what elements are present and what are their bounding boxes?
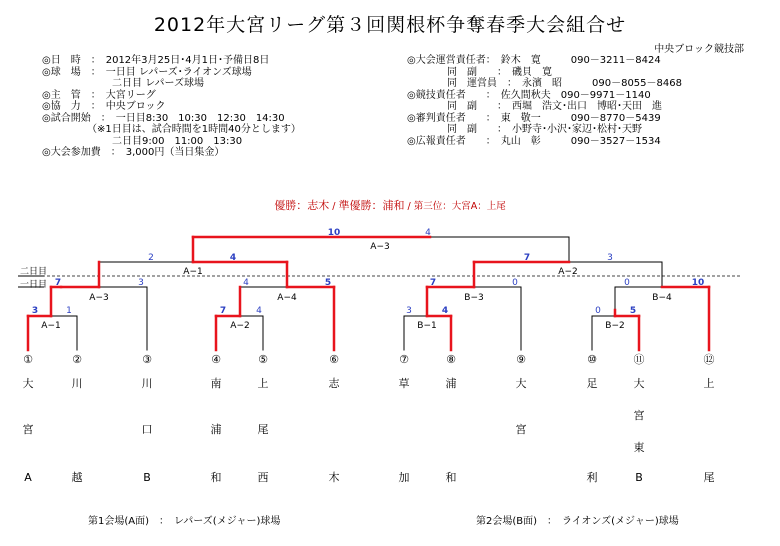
score-r1a1-l: 3 [31,306,39,316]
staff-line: ◎審判責任者 ： 東 敬一 090－8770－5439 [407,112,661,124]
result-separator: / [404,201,414,212]
match-label-r1-b1: B−1 [417,321,437,331]
staff-line: ◎大会運営責任者： 鈴木 寛 090－3211－8424 [407,55,661,66]
team-seed: ⑨ [516,353,526,366]
score-r1b2-r: 5 [629,306,637,316]
score-semi-right-r: 3 [607,253,613,263]
score-semi-right-l: 7 [523,253,531,263]
team-seed: ② [72,353,82,366]
third-place-text: 第三位：大宮A：上尾 [413,201,506,212]
score-qf1-l: 7 [54,278,62,288]
match-label-r1-a1: A−1 [41,321,61,331]
match-label-qf1: A−3 [89,293,109,303]
venue-a-label: 第1会場(A面) ： レパーズ(メジャー)球場 [88,516,281,527]
score-r1a1-r: 1 [66,306,72,316]
team-seed: ⑧ [446,353,456,366]
score-r1a2-r: 4 [256,306,262,316]
score-semi-left-r: 4 [229,253,237,263]
day2-label: 二日目 [20,267,48,277]
staff-line: 同 運営員 ： 永濱 昭 090－8055－8468 [407,78,682,89]
score-r1b2-l: 0 [595,306,601,316]
team-seed: ③ [142,353,152,366]
day1-label: 一日目 [20,280,48,290]
score-final-left: 10 [327,228,341,238]
staff-line: ◎競技責任者 ： 佐久間秋夫 090－9971－1140 [407,89,651,101]
match-label-qf2: A−4 [277,293,297,303]
match-label-semi-right: A−2 [558,267,578,277]
staff-line: 同 副 ： 磯貝 寛 [407,66,552,78]
team-seed: ① [23,353,33,366]
info-line: ◎主 管 ： 大宮リーグ [42,89,156,101]
info-line: ◎試合開始 ： 一日目8:30 10:30 12:30 14:30 [42,112,285,124]
score-qf2-l: 4 [243,278,249,288]
score-qf1-r: 3 [138,278,144,288]
info-line: （※1日目は、試合時間を1時間40分とします） [42,124,301,135]
page-title: 2012年大宮リーグ第３回関根杯争奪春季大会組合せ [153,14,627,36]
team-seed: ⑩ [587,353,597,366]
bracket-lines-loss [51,237,662,350]
match-label-qf4: B−4 [652,293,672,303]
match-label-r1-a2: A−2 [230,321,250,331]
score-final-right: 4 [425,228,431,238]
result-separator: / [329,201,339,212]
info-line: ◎大会参加費 ： 3,000円（当日集金） [42,147,225,158]
score-r1b1-l: 3 [406,306,412,316]
organizer-label: 中央ブロック競技部 [654,44,744,55]
team-seed: ⑥ [329,353,339,366]
score-qf2-r: 5 [324,278,332,288]
info-line: ◎協 力 ： 中央ブロック [42,101,166,112]
score-r1a2-l: 7 [219,306,227,316]
team-seed: ⑦ [399,353,409,366]
info-line: 二日目9:00 11:00 13:30 [42,135,243,147]
info-line: ◎日 時 ： 2012年3月25日･4月1日･予備日8日 [42,55,270,66]
info-line: 二日目 レパーズ球場 [42,78,204,89]
team-seed: ⑪ [633,353,645,366]
score-qf3-l: 7 [429,278,437,288]
match-label-qf3: B−3 [464,293,484,303]
team-seed: ⑫ [703,353,715,366]
match-label-r1-b2: B−2 [605,321,625,331]
info-line: ◎球 場 ： 一日目 レパーズ･ライオンズ球場 [42,66,252,78]
score-r1b1-r: 4 [441,306,449,316]
staff-line: 同 副 ： 西堀 浩文･出口 博昭･天田 進 [407,101,662,112]
match-label-semi-left: A−1 [183,267,203,277]
match-label-final: A−3 [370,242,390,252]
score-qf4-l: 0 [624,278,630,288]
champion-text: 優勝：志木 [274,199,330,212]
venue-b-label: 第2会場(B面) ： ライオンズ(メジャー)球場 [476,516,679,527]
team-seed: ⑤ [258,353,268,366]
staff-line: ◎広報責任者 ： 丸山 彰 090－3527－1534 [407,135,661,147]
score-semi-left-l: 2 [148,253,154,263]
score-qf3-r: 0 [512,278,518,288]
staff-line: 同 副 ： 小野寺･小沢･家辺･松村･天野 [407,124,642,135]
score-qf4-r: 10 [691,278,705,288]
runner-up-text: 準優勝：浦和 [338,199,405,212]
team-seed: ④ [211,353,221,366]
